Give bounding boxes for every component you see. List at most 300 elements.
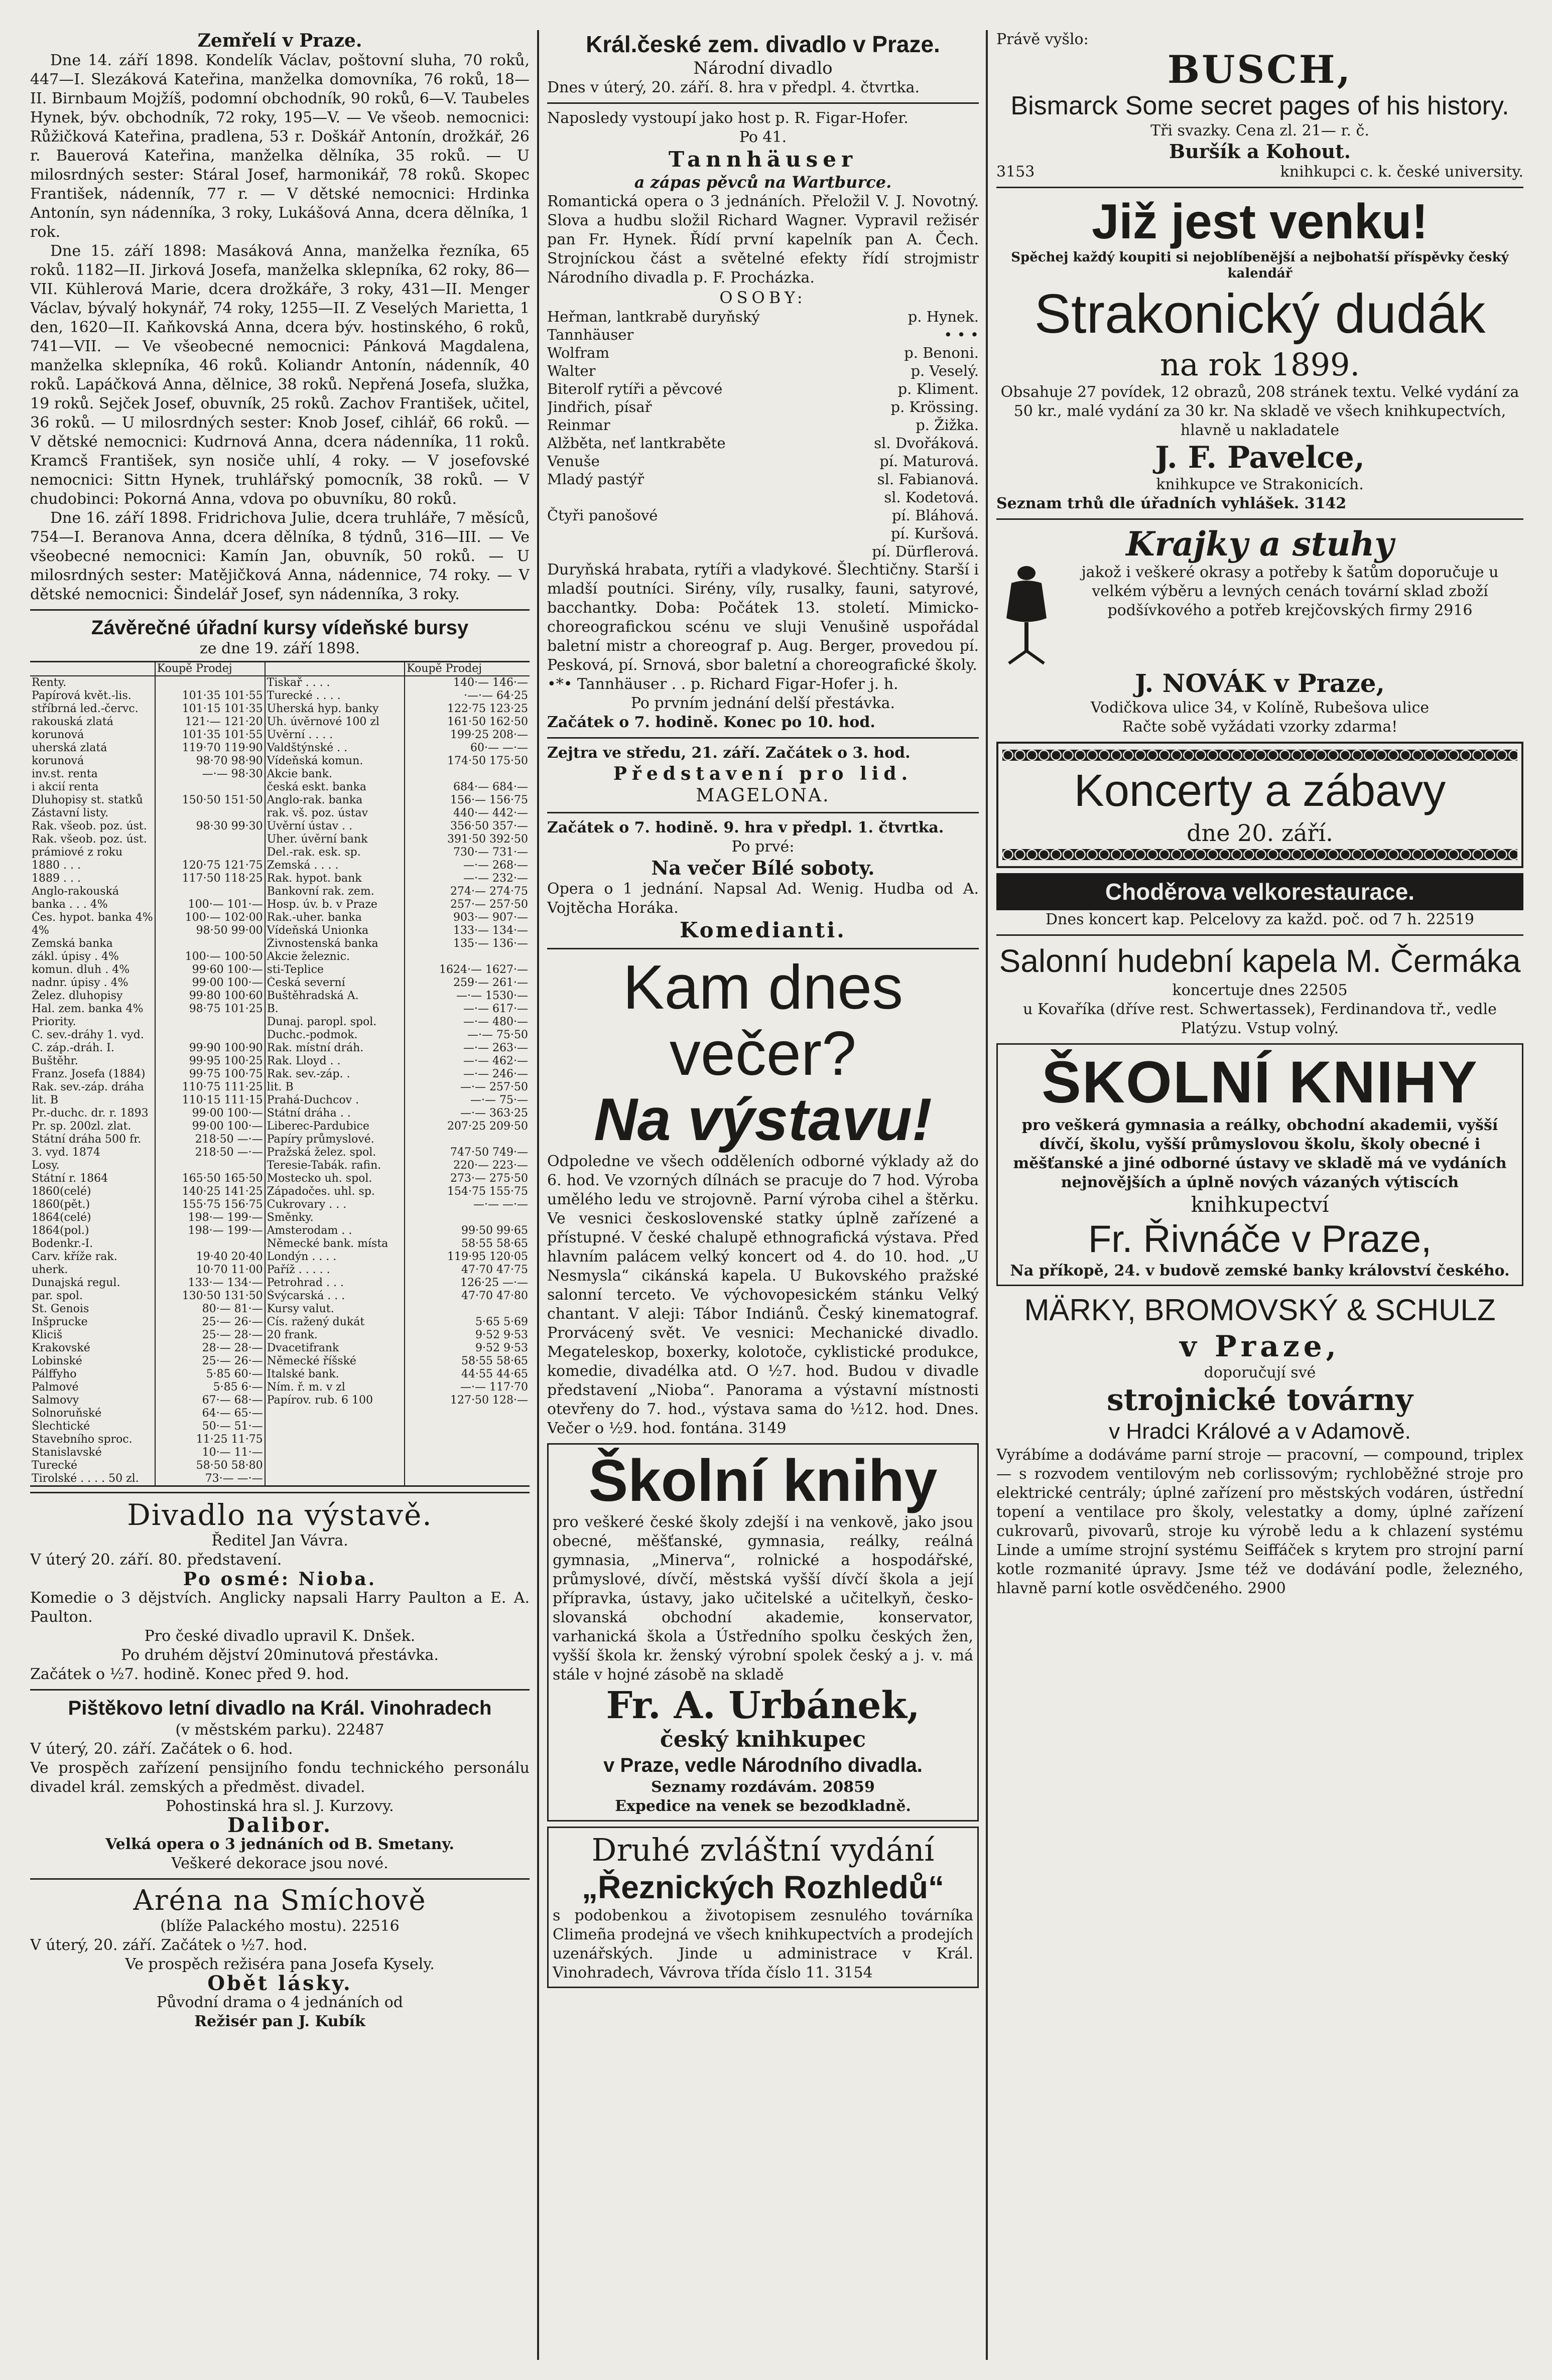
bourse-cell: 140·25 141·25 — [155, 1185, 265, 1198]
concerts-headline: Koncerty a zábavy — [1074, 766, 1446, 816]
bourse-cell: Akcie železnic. — [265, 950, 405, 963]
bourse-cell: Úvěrní ústav . . — [265, 820, 405, 833]
bourse-row — [30, 729, 530, 742]
bourse-cell: Šlechtické — [32, 1420, 90, 1433]
performance-line: Dnes v úterý, 20. září. 8. hra v předpl. 4. čtvrtka. — [547, 79, 920, 96]
bourse-cell: Švýcarská . . . — [265, 1290, 405, 1303]
bourse-cell: 98·30 99·30 — [155, 820, 265, 833]
bourse-cell: sti-Teplice — [265, 963, 405, 976]
bourse-cell: 1860(celé) — [32, 1185, 91, 1198]
school-books-headline-right: ŠKOLNÍ KNIHY — [1042, 1049, 1478, 1115]
column-middle — [547, 30, 979, 2360]
bourse-cell: 218·50 —·— — [155, 1133, 265, 1146]
bourse-cell — [155, 1029, 265, 1042]
bismarck-title: Bismarck Some secret pages of his history. — [1010, 91, 1509, 120]
out-now-headline: Již jest venku! — [1092, 194, 1428, 249]
bourse-row — [30, 1329, 530, 1342]
novak-name: J. NOVÁK v Praze, — [1135, 668, 1385, 698]
bourse-cell: 120·75 121·75 — [155, 859, 265, 872]
bourse-cell: Rak. všeob. poz. úst. — [32, 820, 147, 832]
bourse-cell: Vídeňská komun. — [265, 755, 405, 768]
bourse-row — [30, 885, 530, 898]
bourse-cell: —·— 75·50 — [405, 1029, 530, 1042]
cast-performer: pí. Maturová. — [879, 453, 979, 470]
bourse-row — [30, 846, 530, 859]
bourse-row — [30, 1407, 530, 1420]
cast-row — [547, 506, 979, 524]
bourse-cell: 119·95 120·05 — [405, 1250, 530, 1264]
divider — [30, 1492, 530, 1493]
bourse-cell: Německé bank. místa — [265, 1237, 405, 1250]
bourse-cell: 161·50 162·50 — [405, 716, 530, 729]
bourse-cell: Papírová květ.-lis. — [32, 689, 132, 702]
bourse-cell — [155, 807, 265, 820]
cast-heading: OSOBY: — [719, 288, 807, 307]
bourse-cell: stříbrná led.-červc. — [32, 703, 139, 715]
lace-description: jakož i veškeré okrasy a potřeby k šatům doporučuje u velkém výběru a levných cenách tovární sklad zboží podšívkového a potřeb krejčovských firmy 2916 — [1081, 564, 1499, 619]
bourse-cell: Rak. sev.-záp. dráha — [32, 1081, 144, 1093]
bourse-cell: 5·65 5·69 — [405, 1316, 530, 1329]
column-right — [996, 30, 1523, 2360]
opera-subtitle: a zápas pěvců na Wartburce. — [634, 173, 892, 192]
cast-role: Wolfram — [547, 344, 609, 361]
bourse-cell: Amsterodam . . — [265, 1224, 405, 1237]
bourse-row — [30, 976, 530, 990]
theatre-line: Komedie o 3 dějstvích. Anglicky napsali Harry Paulton a E. A. Paulton. — [30, 1589, 530, 1626]
bourse-row — [30, 742, 530, 755]
bourse-header-cell: Koupě Prodej — [155, 662, 265, 676]
year-line: na rok 1899. — [1159, 346, 1360, 383]
bourse-cell: i akcií renta — [32, 781, 99, 793]
bourse-cell: 133·— 134·— — [405, 924, 530, 937]
bourse-cell: Dluhopisy st. statků — [32, 794, 143, 806]
bourse-cell: 207·25 209·50 — [405, 1120, 530, 1133]
bourse-cell: 100·— 100·50 — [155, 950, 265, 963]
bourse-row — [30, 1420, 530, 1433]
bursik-sub: knihkupci c. k. české university. — [1280, 163, 1523, 181]
bourse-cell: 1880 . . . — [32, 859, 81, 872]
bourse-cell: Tirolské . . . . 50 zl. — [32, 1472, 139, 1485]
arena-line: Původní drama o 4 jednáních od — [156, 1994, 403, 2011]
bourse-cell: Londýn . . . . — [265, 1250, 405, 1264]
bourse-cell: 64·— 65·— — [155, 1407, 265, 1420]
bourse-row — [30, 716, 530, 729]
bourse-cell — [405, 1211, 530, 1224]
marky-city: v Praze, — [1180, 1329, 1340, 1363]
cast-performer: sl. Fabianová. — [877, 471, 979, 488]
bourse-cell: Zemská banka — [32, 937, 113, 950]
cast-performer: pí. Bláhová. — [891, 507, 979, 524]
lace-headline: Krajky a stuhy — [1126, 524, 1394, 564]
bourse-cell: Stavebního sproc. — [32, 1433, 133, 1446]
bourse-cell — [265, 1407, 405, 1420]
bourse-cell: 99·00 100·— — [155, 1120, 265, 1133]
bourse-cell: 80·— 81·— — [155, 1303, 265, 1316]
bourse-cell: 10·— 11·— — [155, 1446, 265, 1459]
bourse-cell: 9·52 9·53 — [405, 1342, 530, 1355]
bourse-cell: Tiskař . . . . — [265, 676, 405, 689]
butchers-headline: Druhé zvláštní vydání — [591, 1832, 935, 1868]
cast-performer: p. Krössing. — [890, 398, 979, 415]
bourse-cell: Západočes. uhl. sp. — [265, 1185, 405, 1198]
bourse-row — [30, 1094, 530, 1107]
divider — [30, 1689, 530, 1691]
opera-description: Romantická opera o 3 jednáních. Přeložil V. J. Novotný. Slova a hudbu složil Richard Wagner. Vypravil režisér pan Fr. Hynek. Řídí první kapelník pan A. Čech. Strojníckou část a světelné efekty řídí strojmistr Národního divadla p. F. Procházka. — [547, 193, 979, 287]
bourse-cell: —·— 232·— — [405, 872, 530, 885]
cast-performer: pí. Kuršová. — [890, 525, 979, 542]
bourse-cell: Petrohrad . . . — [265, 1277, 405, 1290]
bourse-cell: česká eskt. banka — [265, 781, 405, 794]
theatre-line: V úterý 20. září. 80. představení. — [30, 1551, 282, 1569]
bourse-cell: Dunajská regul. — [32, 1277, 120, 1289]
bourse-cell: 58·55 58·65 — [405, 1237, 530, 1250]
bourse-cell: 391·50 392·50 — [405, 833, 530, 846]
bourse-cell: Buštěhradská A. — [265, 990, 405, 1003]
bourse-row — [30, 703, 530, 716]
cast-list — [547, 308, 979, 561]
bourse-cell: korunová — [32, 755, 84, 767]
cast-row — [547, 362, 979, 380]
bourse-cell: 903·— 907·— — [405, 911, 530, 924]
bourse-cell: 1860(pět.) — [32, 1198, 90, 1211]
bourse-cell: Státní r. 1864 — [32, 1172, 108, 1185]
bourse-row — [30, 1381, 530, 1394]
bourse-cell: prámiové z roku — [32, 846, 123, 859]
bourse-cell: 19·40 20·40 — [155, 1250, 265, 1264]
bourse-cell: 3. vyd. 1874 — [32, 1146, 100, 1159]
bourse-cell: komun. dluh . 4% — [32, 963, 130, 976]
bourse-cell: 58·55 58·65 — [405, 1355, 530, 1368]
bourse-cell: 257·— 257·50 — [405, 898, 530, 911]
column-rule — [537, 30, 539, 2360]
strakonicky-description: Obsahuje 27 povídek, 12 obrazů, 208 stránek textu. Velké vydání za 50 kr., malé vydání za 30 kr. Na skladě ve všech knihkupectvích, hlavně u nakladatele — [1000, 383, 1519, 439]
bead-border — [1002, 849, 1517, 860]
national-theatre-heading: Král.české zem. divadlo v Praze. — [586, 31, 940, 57]
bourse-cell: Směnky. — [265, 1211, 405, 1224]
bourse-cell: Mostecko uh. spol. — [265, 1172, 405, 1185]
bourse-cell — [265, 1433, 405, 1446]
bourse-cell: 44·55 44·65 — [405, 1368, 530, 1381]
butchers-description: s podobenkou a životopisem zesnulého továrníka Climeña prodejná ve všech knihkupectvích a prodejích uzenářských. Jinde u administrace v Král. Vinohradech, Vávrova třída číslo 11. 3154 — [553, 1907, 973, 1982]
bourse-cell: —·— 117·70 — [405, 1381, 530, 1394]
bourse-row — [30, 937, 530, 950]
bourse-cell: —·— 480·— — [405, 1016, 530, 1029]
deaths-paragraph: Dne 16. září 1898. Fridrichova Julie, dcera truhláře, 7 měsíců, 754—I. Beranova Anna, dcera dělníka, 8 týdnů, 316—III. — Ve všeobecné nemocnici: Kamín Jan, obuvník, 50 roků. — U milosrdných sester: Matějičková Anna, nádennice, 74 roky. — V dětské nemocnici: Šindelář Josef, syn nádenníka, 3 roky. — [30, 509, 530, 603]
bourse-cell: 259·— 261·— — [405, 976, 530, 990]
deaths-heading: Zemřelí v Praze. — [197, 30, 362, 51]
bourse-row — [30, 755, 530, 768]
bourse-cell: Italské bank. — [265, 1368, 405, 1381]
bourse-cell: 135·— 136·— — [405, 937, 530, 950]
bourse-row — [30, 1133, 530, 1146]
play-title: Dalibor. — [227, 1813, 332, 1837]
bourse-row — [30, 950, 530, 963]
bursik-name: Buršík a Kohout. — [1169, 140, 1351, 163]
bourse-cell: Česká severní — [265, 976, 405, 990]
bourse-cell: 156·— 156·75 — [405, 794, 530, 807]
choderova-description: Dnes koncert kap. Pelcelovy za každ. poč. od 7 h. 22519 — [1045, 911, 1475, 928]
bourse-cell — [405, 1407, 530, 1420]
bourse-row — [30, 1303, 530, 1316]
bourse-cell: Rak. sev.-záp. . — [265, 1068, 405, 1081]
bookshop-label: knihkupectví — [1191, 1192, 1329, 1217]
bourse-row — [30, 781, 530, 794]
butchers-ad — [547, 1827, 979, 1988]
cast-performer: pí. Dürflerová. — [872, 543, 979, 560]
bourse-header-row — [30, 662, 530, 676]
bourse-cell — [405, 1303, 530, 1316]
bourse-cell: —·— 75·— — [405, 1094, 530, 1107]
bourse-cell: 1889 . . . — [32, 872, 81, 885]
bourse-row — [30, 1042, 530, 1055]
bourse-cell — [265, 1446, 405, 1459]
bourse-cell — [155, 781, 265, 794]
bourse-row — [30, 1198, 530, 1211]
bourse-cell: 174·50 175·50 — [405, 755, 530, 768]
pause-line: Po prvním jednání delší přestávka. — [630, 694, 895, 712]
bourse-cell: 11·25 11·75 — [155, 1433, 265, 1446]
bourse-cell: Čes. hypot. banka 4% — [32, 911, 153, 924]
bourse-cell: 47·70 47·80 — [405, 1290, 530, 1303]
bourse-cell: 730·— 731·— — [405, 846, 530, 859]
bourse-cell — [265, 1459, 405, 1472]
bourse-cell — [405, 950, 530, 963]
bourse-row — [30, 1172, 530, 1185]
bourse-row — [30, 1029, 530, 1042]
bismarck-volumes: Tři svazky. Cena zl. 21— r. č. — [1150, 122, 1369, 139]
bourse-cell: Inšprucke — [32, 1316, 88, 1328]
salon-address: u Kovaříka (dříve rest. Schwertassek), Ferdinandova tř., vedle Platýzu. Vstup volný. — [1023, 1001, 1497, 1037]
cast-row — [547, 326, 979, 344]
school-books-description-right: pro veškerá gymnasia a reálky, obchodní akademii, vyšší dívčí, školu, vyšší průmyslovou školu, školy obecné i měšťanské a jiné odborné ústavy ve skladě má ve vydáních nejnovějších a úplně nových vázaných výtiscích — [1013, 1116, 1507, 1191]
bourse-cell: Kliciš — [32, 1329, 63, 1341]
bourse-cell: 273·— 275·50 — [405, 1172, 530, 1185]
bursik-number: 3153 — [996, 163, 1035, 181]
bourse-cell: 220·— 223·— — [405, 1159, 530, 1172]
cast-row — [547, 380, 979, 398]
bourse-row — [30, 1003, 530, 1016]
bourse-table-body — [30, 662, 530, 1486]
rivnac-name: Fr. Řivnáče v Praze, — [1088, 1218, 1432, 1261]
bourse-cell: 47·70 47·75 — [405, 1264, 530, 1277]
bourse-cell: Prahá-Duchcov . — [265, 1094, 405, 1107]
bourse-cell — [265, 1420, 405, 1433]
bourse-cell: Lobinské — [32, 1355, 82, 1367]
bourse-cell: 218·50 —·— — [155, 1146, 265, 1159]
divider — [996, 518, 1523, 520]
bourse-cell: 99·95 100·25 — [155, 1055, 265, 1068]
performance-line: Naposledy vystoupí jako host p. R. Figar-Hofer. — [547, 109, 909, 127]
bourse-cell — [155, 846, 265, 859]
bourse-row — [30, 1342, 530, 1355]
bourse-cell: 133·— 134·— — [155, 1277, 265, 1290]
bourse-cell: Carv. kříže rak. — [32, 1250, 117, 1263]
deaths-paragraph: Dne 14. září 1898. Kondelík Václav, poštovní sluha, 70 roků, 447—I. Slezáková Kateřina, manželka domovníka, 76 roků, 18—II. Birnbaum Mojžíš, podomní obchodník, 90 roků, 6—V. Taubeles Hynek, býv. obchodník, 72 roky, 195—V. — Ve všeob. nemocnici: Růžičková Kateřina, pradlena, 53 r. Doškář Antonín, drožkář, 26 r. Bauerová Kateřina, manželka dělníka, 35 roků. — U milosrdných sester: Stáral Josef, harmonikář, 78 roků. Skopec František, nádenník, 77 r. — V dětské nemocnici: Hrdinka Antonín, syn nádenníka, 3 roky, Lukášová Anna, dcera dělníka, 1 rok. — [30, 52, 530, 241]
cast-row — [547, 452, 979, 470]
bourse-cell — [155, 937, 265, 950]
bourse-row — [30, 859, 530, 872]
bourse-row — [30, 1120, 530, 1133]
bourse-cell: Palmové — [32, 1381, 79, 1393]
cast-role: Biterolf rytíři a pěvcové — [547, 380, 723, 397]
pistek-line: Ve prospěch zařízení pensijního fondu technického personálu divadel král. zemských a předměst. divadel. — [30, 1759, 530, 1796]
bourse-heading: Závěrečné úřadní kursy vídeňské bursy — [91, 617, 469, 639]
exhibition-description: Odpoledne ve všech odděleních odborné výklady až do 6. hod. Ve vzorných dílnách se pracuje do 7 hod. Výroba umělého ledu ve strojovně. Parní výroba cihel a štěrku. Ve vesnici československé statky úplně zařízené a přístupné. V české chalupě ethnografická výstava. Před hlavním palácem velký koncert od 4. do 10. hod. „U Nesmysla“ cikánská kapela. U Bukovského pražské salonní terceto. Ve výchovopesickém stánku Velký chantant. V aleji: Tábor Indiánů. Český kinematograf. Prorvácený svět. Ve vesnici: Mechanické divadlo. Megateleskop, boxerky, kolotoče, cyklistické produkce, komedie, divadélka atd. O ½7. hod. Budou v divadle představení „Nioba“. Panorama a výstavní místnosti otevřeny do 7. hod., výstava sama do ½12. hod. Dnes. Večer o ½9. hod. fontána. 3149 — [547, 1153, 979, 1437]
bourse-cell: Pálffyho — [32, 1368, 77, 1380]
bourse-cell — [405, 1433, 530, 1446]
bourse-row — [30, 689, 530, 703]
bourse-cell: 117·50 118·25 — [155, 872, 265, 885]
bourse-cell: 747·50 749·— — [405, 1146, 530, 1159]
bourse-cell: Živnostenská banka — [265, 937, 405, 950]
divider — [547, 102, 979, 104]
pistek-line: Pohostinská hra sl. J. Kurzovy. — [166, 1797, 394, 1815]
bourse-row — [30, 963, 530, 976]
bourse-cell: Zemská . . . . — [265, 859, 405, 872]
divider — [996, 187, 1523, 188]
column-rule — [986, 30, 988, 2360]
bourse-cell: rak. vš. poz. ústav — [265, 807, 405, 820]
bourse-cell: Bodenkr.-I. — [32, 1237, 93, 1250]
bourse-row — [30, 1224, 530, 1237]
bourse-cell: 4% — [32, 924, 49, 937]
bourse-row — [30, 1211, 530, 1224]
market-list: Seznam trhů dle úřadních vyhlášek. 3142 — [996, 495, 1347, 512]
bourse-cell: —·— 257·50 — [405, 1081, 530, 1094]
cast-role: Venuše — [547, 453, 600, 470]
bourse-row — [30, 924, 530, 937]
performance-line: Opera o 1 jednání. Napsal Ad. Wenig. Hudba od A. Vojtěcha Horáka. — [547, 880, 979, 917]
urbanek-expedition: Expedice na venek se bezodkladně. — [615, 1797, 911, 1815]
bourse-cell: C. sev.-dráhy 1. vyd. — [32, 1029, 144, 1041]
bourse-cell: 67·— 68·— — [155, 1394, 265, 1407]
cast-performer: sl. Kodetová. — [884, 489, 979, 506]
bourse-cell: Rak. místní dráh. — [265, 1042, 405, 1055]
bourse-cell: 58·50 58·80 — [155, 1459, 265, 1472]
pavelce-name: J. F. Pavelce, — [1155, 440, 1365, 475]
novak-note: Račte sobě vyžádati vzorky zdarma! — [1122, 718, 1398, 736]
bourse-cell: Paříž . . . . . — [265, 1264, 405, 1277]
bourse-row — [30, 1068, 530, 1081]
bourse-cell: Hal. zem. banka 4% — [32, 1003, 144, 1015]
marky-recommend: doporučují své — [1204, 1364, 1316, 1381]
play-title: Komedianti. — [680, 918, 846, 942]
bourse-cell: 199·25 208·— — [405, 729, 530, 742]
bourse-cell — [155, 885, 265, 898]
bourse-cell: 356·50 357·— — [405, 820, 530, 833]
bourse-cell: 198·— 199·— — [155, 1211, 265, 1224]
bourse-header-cell — [265, 662, 405, 676]
bourse-cell: 100·— 102·00 — [155, 911, 265, 924]
bourse-cell: 127·50 128·— — [405, 1394, 530, 1407]
bourse-row — [30, 1446, 530, 1459]
bourse-cell: 101·15 101·35 — [155, 703, 265, 716]
bourse-cell: 10·70 11·00 — [155, 1264, 265, 1277]
bourse-cell: Rak. všeob. poz. úst. — [32, 833, 147, 846]
bourse-cell: par. spol. — [32, 1290, 83, 1302]
divider — [996, 934, 1523, 936]
bourse-cell: —·— 1530·— — [405, 990, 530, 1003]
bourse-cell: Zástavní listy. — [32, 807, 108, 819]
bourse-cell — [265, 1472, 405, 1486]
bourse-cell: Del.-rak. esk. sp. — [265, 846, 405, 859]
bourse-cell: 99·60 100·— — [155, 963, 265, 976]
bourse-cell — [405, 768, 530, 781]
urbanek-sub: český knihkupec — [660, 1727, 866, 1752]
bourse-cell: 154·75 155·75 — [405, 1185, 530, 1198]
arena-heading: Aréna na Smíchově — [133, 1884, 427, 1917]
bourse-cell: Salmovy — [32, 1394, 79, 1407]
bourse-row — [30, 833, 530, 846]
bourse-cell: 25·— 28·— — [155, 1329, 265, 1342]
cast-role: Jindřich, písař — [547, 398, 652, 415]
cast-performer: sl. Dvořáková. — [874, 435, 979, 452]
bourse-cell: 99·75 100·75 — [155, 1068, 265, 1081]
bead-border — [1002, 750, 1517, 761]
bourse-cell: Turecké — [32, 1459, 78, 1472]
bourse-cell: 126·25 —·— — [405, 1277, 530, 1290]
bourse-cell: Liberec-Pardubice — [265, 1120, 405, 1133]
divider — [30, 609, 530, 611]
cast-row — [547, 434, 979, 452]
bourse-cell — [155, 676, 265, 689]
bourse-cell: inv.st. renta — [32, 768, 98, 780]
cast-role: Čtyři panošové — [547, 507, 658, 524]
bourse-row — [30, 676, 530, 689]
bursik-row — [996, 163, 1523, 182]
bourse-cell: Cukrovary . . . — [265, 1198, 405, 1211]
pistek-line: Velká opera o 3 jednáních od B. Smetany. — [105, 1836, 454, 1853]
bourse-date: ze dne 19. září 1898. — [199, 640, 360, 657]
bourse-cell: 98·75 101·25 — [155, 1003, 265, 1016]
bourse-row — [30, 1264, 530, 1277]
bourse-cell: —·— 263·— — [405, 1042, 530, 1055]
bourse-cell: —·— 268·— — [405, 859, 530, 872]
bourse-row — [30, 1394, 530, 1407]
national-theatre-sub: Národní divadlo — [693, 58, 833, 78]
bourse-cell: Rak. Lloyd . . — [265, 1055, 405, 1068]
cast-performer: p. Hynek. — [908, 308, 979, 325]
bourse-cell: 25·— 26·— — [155, 1355, 265, 1368]
bourse-cell: —·— 462·— — [405, 1055, 530, 1068]
column-left — [30, 30, 530, 2360]
bourse-cell: 110·75 111·25 — [155, 1081, 265, 1094]
salon-line: koncertuje dnes 22505 — [1172, 982, 1348, 999]
bourse-cell: 5·85 60·— — [155, 1368, 265, 1381]
pistek-heading: Pištěkovo letní divadlo na Král. Vinohradech — [68, 1697, 492, 1719]
bourse-cell: Kursy valut. — [265, 1303, 405, 1316]
bourse-cell: uherk. — [32, 1264, 68, 1276]
bourse-cell: —·— 98·30 — [155, 768, 265, 781]
butchers-title: „Řeznických Rozhledů“ — [582, 1869, 944, 1905]
divider — [547, 948, 979, 949]
bourse-row — [30, 1368, 530, 1381]
concerts-box — [996, 742, 1523, 868]
choderova-bar: Choděrova velkorestaurace. — [996, 873, 1523, 910]
bourse-cell — [405, 1446, 530, 1459]
pistek-line: V úterý, 20. září. Začátek o 6. hod. — [30, 1740, 293, 1758]
bourse-cell — [155, 1016, 265, 1029]
bourse-cell: —·— 246·— — [405, 1068, 530, 1081]
bourse-row — [30, 911, 530, 924]
bourse-cell: 9·52 9·53 — [405, 1329, 530, 1342]
bourse-cell — [155, 833, 265, 846]
bourse-cell: 155·75 156·75 — [155, 1198, 265, 1211]
school-books-headline: Školní knihy — [588, 1448, 938, 1514]
bourse-cell: zákl. úpisy . 4% — [32, 950, 119, 963]
bourse-cell: Pražská želez. spol. — [265, 1146, 405, 1159]
bourse-cell: 119·70 119·90 — [155, 742, 265, 755]
